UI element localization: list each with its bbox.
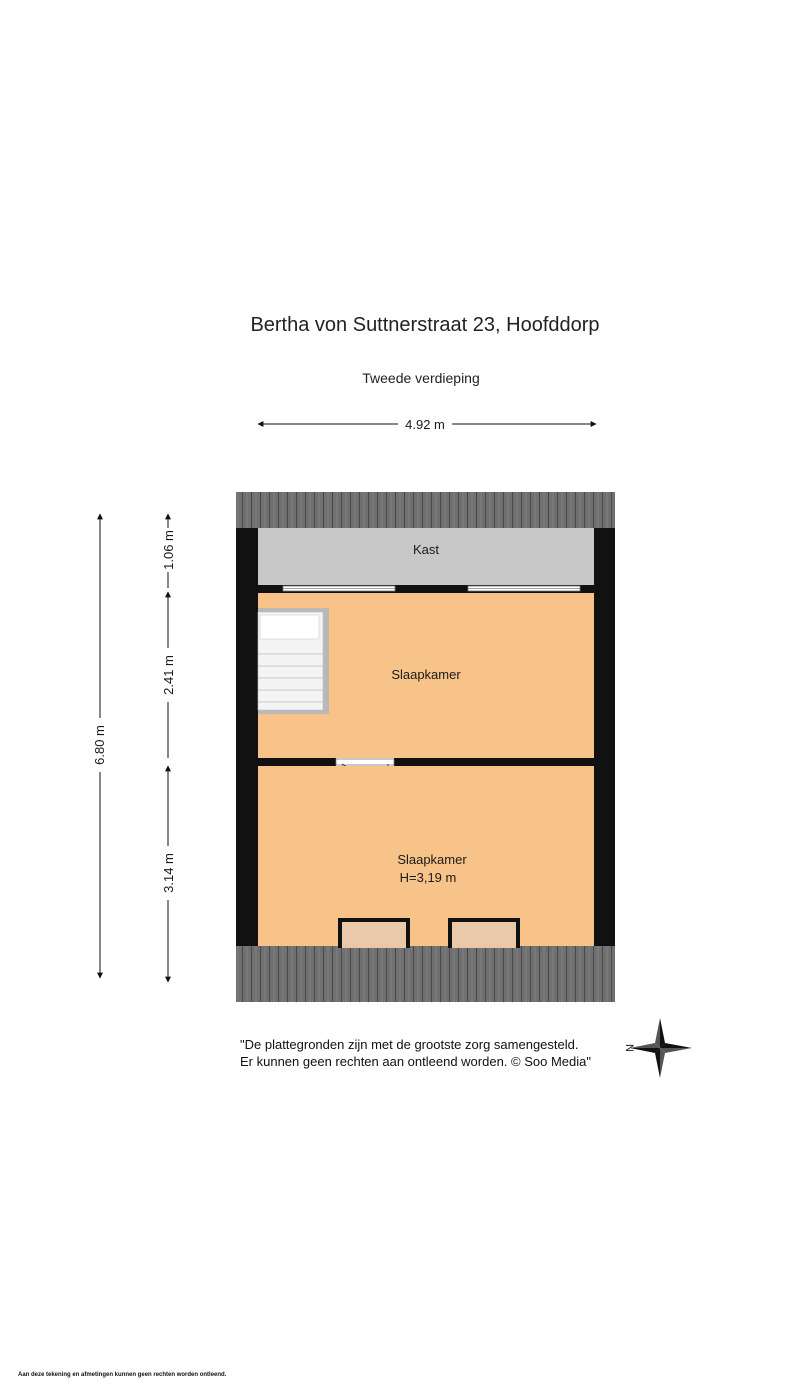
wall-right (594, 528, 615, 946)
footnote: Aan deze tekening en afmetingen kunnen geen rechten worden ontleend. (18, 1372, 227, 1378)
wall-middle-left (258, 758, 336, 766)
page-title: Bertha von Suttnerstraat 23, Hoofddorp (250, 314, 600, 336)
dimension-slaapkamer-2-label: 3.14 m (161, 853, 176, 893)
roof-top (236, 492, 615, 528)
dimension-width-label: 4.92 m (405, 417, 445, 432)
dimension-width (258, 417, 596, 432)
disclaimer-line-1: "De plattegronden zijn met de grootste zorg samengesteld. (240, 1037, 579, 1052)
room-kast-label: Kast (412, 542, 440, 557)
disclaimer-line-2: Er kunnen geen rechten aan ontleend worden. © Soo Media" (240, 1054, 591, 1069)
dimension-height-total (92, 514, 107, 978)
dimension-kast-label: 1.06 m (161, 530, 176, 570)
compass-icon (623, 1018, 692, 1078)
wall-middle-right (394, 758, 594, 766)
room-slaapkamer-2-label: Slaapkamer (397, 852, 467, 867)
floor-subtitle: Tweede verdieping (362, 370, 480, 386)
compass-label: N (623, 1044, 635, 1052)
wall-left (236, 528, 258, 946)
room-slaapkamer-2-height: H=3,19 m (399, 870, 457, 885)
roof-bottom (236, 946, 615, 1002)
disclaimer (240, 1036, 591, 1070)
dimension-slaapkamer-1-label: 2.41 m (161, 655, 176, 695)
dimension-segments (161, 514, 176, 982)
dimension-height-total-label: 6.80 m (92, 725, 107, 765)
staircase (258, 608, 329, 714)
room-slaapkamer-1-label: Slaapkamer (391, 667, 461, 682)
